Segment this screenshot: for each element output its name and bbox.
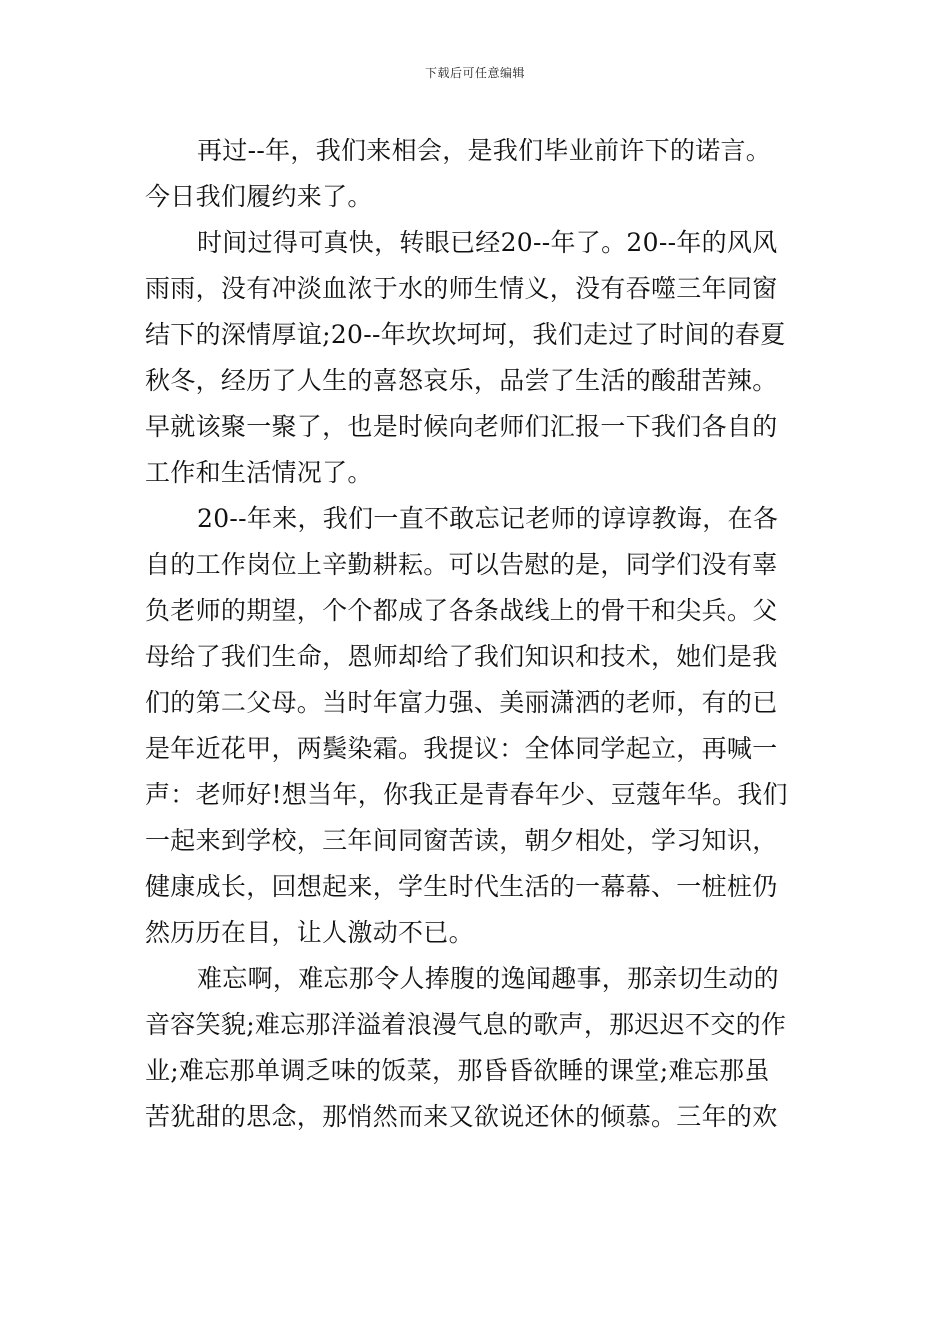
paragraph-line: 再过--年，我们来相会，是我们毕业前许下的诺言。 (197, 136, 772, 165)
document-body (145, 128, 810, 1140)
paragraph-line: 是年近花甲，两鬓染霜。我提议：全体同学起立，再喊一 (145, 734, 778, 763)
paragraph-line: 时间过得可真快，转眼已经20--年了。20--年的风风 (197, 228, 778, 257)
paragraph-line: 一起来到学校，三年间同窗苦读，朝夕相处，学习知识， (145, 826, 778, 855)
paragraph-line: 今日我们履约来了。 (145, 182, 373, 211)
paragraph-line: 难忘啊，难忘那令人捧腹的逸闻趣事，那亲切生动的 (197, 964, 779, 993)
paragraph-line: 业;难忘那单调乏味的饭菜，那昏昏欲睡的课堂;难忘那虽 (145, 1056, 770, 1085)
paragraph-4 (145, 956, 810, 1140)
paragraph-line: 母给了我们生命，恩师却给了我们知识和技术，她们是我 (145, 642, 778, 671)
paragraph-line: 然历历在目，让人激动不已。 (145, 918, 474, 947)
paragraph-line: 雨雨，没有冲淡血浓于水的师生情义，没有吞噬三年同窗 (145, 274, 778, 303)
paragraph-line: 负老师的期望，个个都成了各条战线上的骨干和尖兵。父 (145, 596, 778, 625)
paragraph-line: 早就该聚一聚了，也是时候向老师们汇报一下我们各自的 (145, 412, 778, 441)
paragraph-2 (145, 220, 810, 496)
paragraph-line: 自的工作岗位上辛勤耕耘。可以告慰的是，同学们没有辜 (145, 550, 778, 579)
paragraph-line: 健康成长，回想起来，学生时代生活的一幕幕、一桩桩仍 (145, 872, 778, 901)
paragraph-line: 结下的深情厚谊;20--年坎坎坷坷，我们走过了时间的春夏 (145, 320, 786, 349)
paragraph-line: 苦犹甜的思念，那悄然而来又欲说还休的倾慕。三年的欢 (145, 1102, 778, 1131)
paragraph-1 (145, 128, 810, 220)
paragraph-line: 工作和生活情况了。 (145, 458, 373, 487)
page-header: 下载后可任意编辑 (424, 66, 525, 80)
paragraph-3 (145, 496, 810, 956)
paragraph-line: 们的第二父母。当时年富力强、美丽潇洒的老师，有的已 (145, 688, 778, 717)
paragraph-line: 音容笑貌;难忘那洋溢着浪漫气息的歌声，那迟迟不交的作 (145, 1010, 787, 1039)
paragraph-line: 秋冬，经历了人生的喜怒哀乐，品尝了生活的酸甜苦辣。 (145, 366, 778, 395)
paragraph-line: 声：老师好!想当年，你我正是青春年少、豆蔻年华。我们 (145, 780, 788, 809)
paragraph-line: 20--年来，我们一直不敢忘记老师的谆谆教诲，在各 (197, 504, 779, 533)
